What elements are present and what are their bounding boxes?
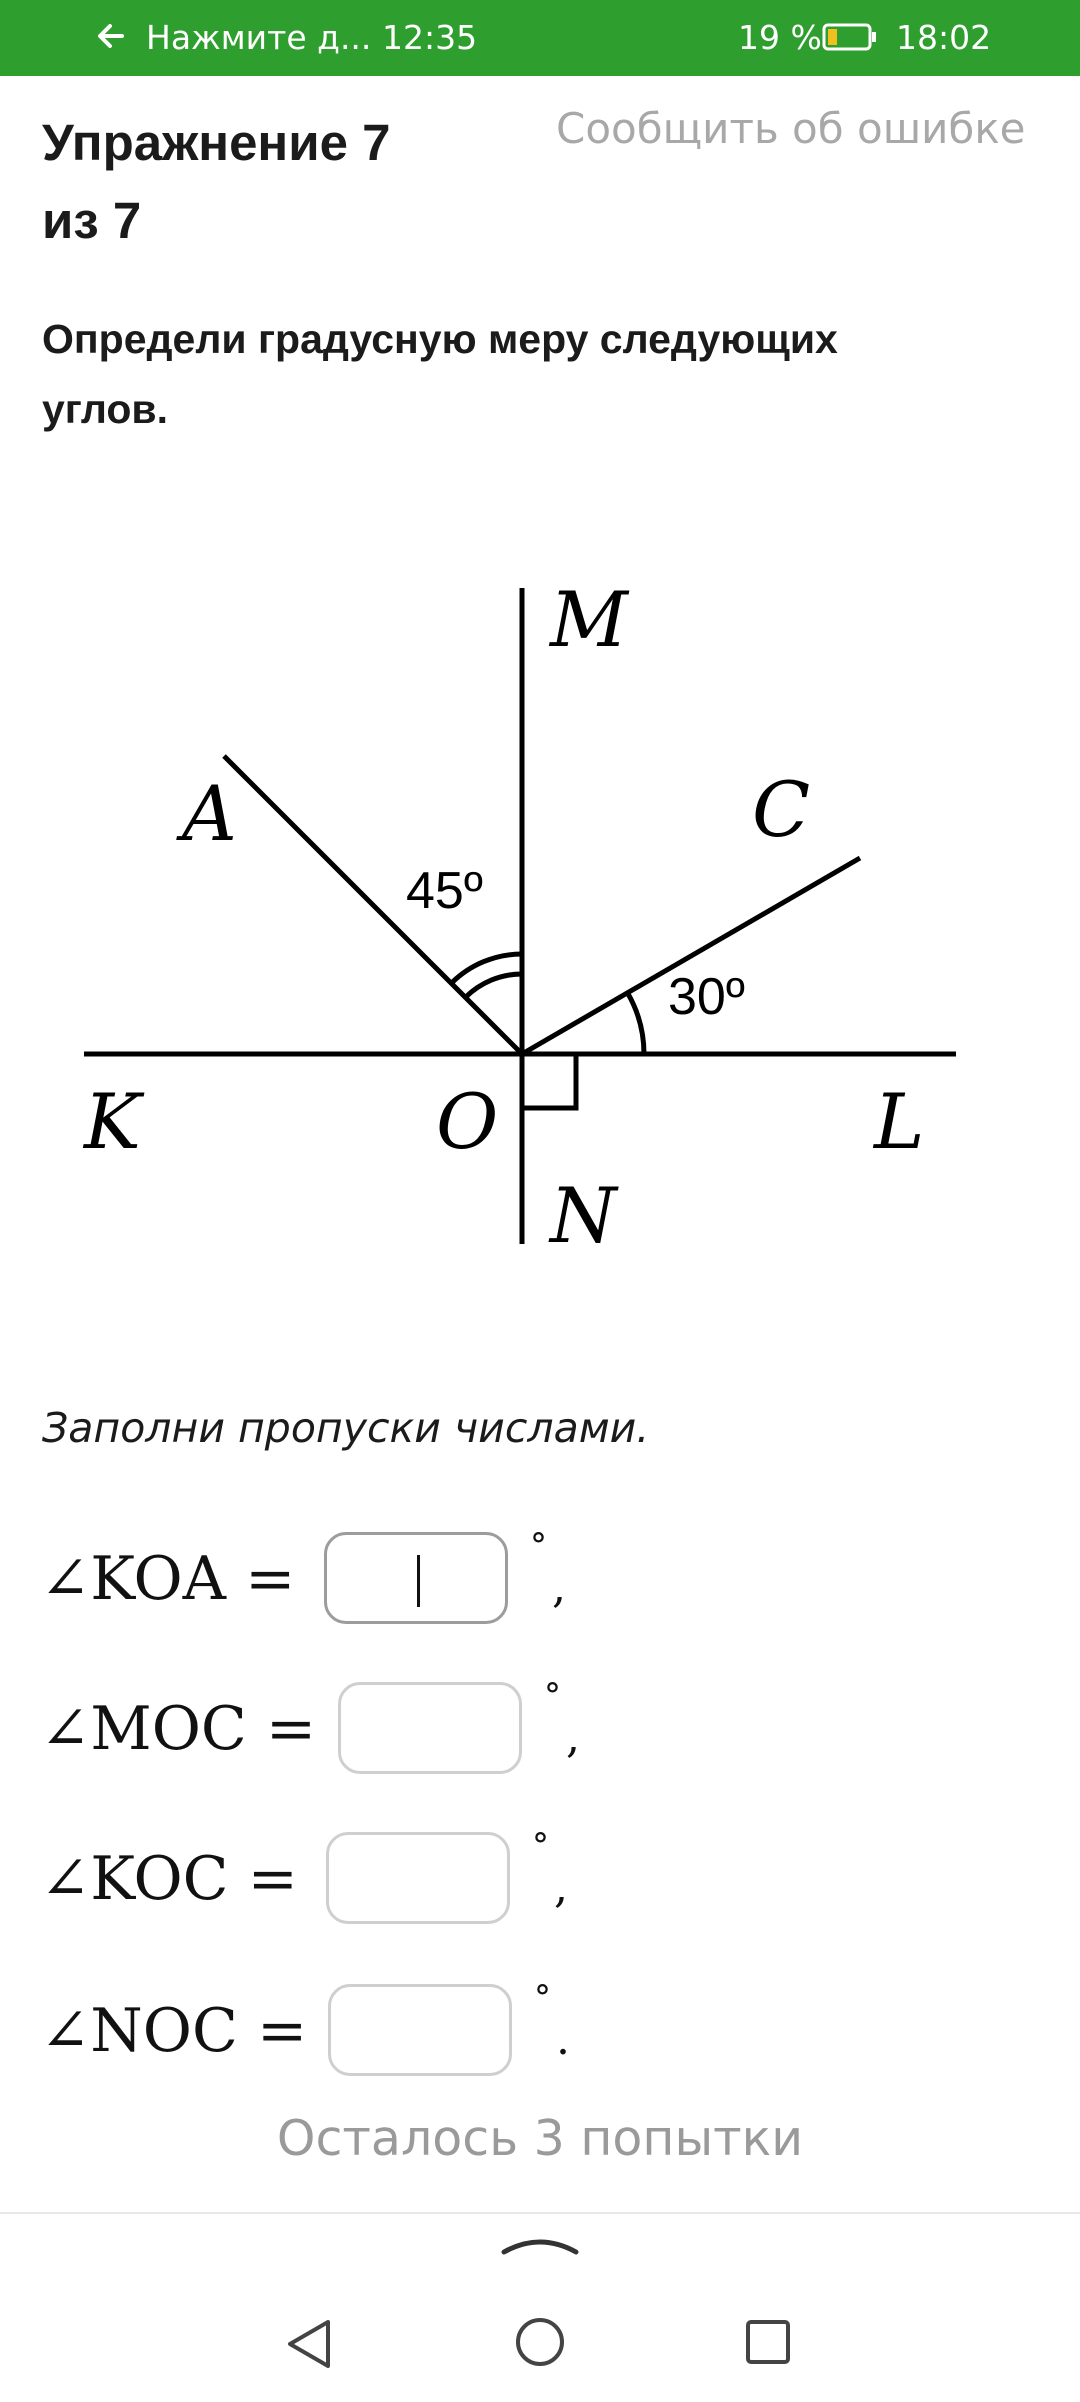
equation-label: ∠NOC = (40, 1996, 308, 2066)
arrow-left-icon[interactable] (92, 14, 132, 58)
attempts-remaining: Осталось 3 попытки (276, 2110, 804, 2167)
equation-row (40, 1978, 600, 2084)
equation-row (40, 1826, 600, 1932)
punctuation: , (552, 1562, 566, 1613)
call-time: 12:35 (382, 18, 478, 57)
return-to-app-text[interactable]: Нажмите д... (146, 18, 372, 57)
text-caret (417, 1555, 420, 1607)
answer-input-koa[interactable] (324, 1532, 508, 1624)
punctuation: , (554, 1862, 568, 1913)
label-N: N (550, 1171, 617, 1260)
angle-arc-30 (628, 993, 644, 1054)
angle-value-45: 45º (406, 862, 483, 920)
triangle-back-icon[interactable] (282, 2314, 338, 2374)
answer-input-koc[interactable] (326, 1832, 510, 1924)
label-K: K (84, 1077, 141, 1166)
battery-percent: 19 % (738, 18, 822, 57)
system-nav-bar (0, 2212, 1080, 2402)
status-bar (0, 0, 1080, 76)
punctuation: , (566, 1712, 580, 1763)
exercise-title-line1: Упражнение 7 (42, 114, 391, 171)
task-text-line2: углов. (42, 386, 169, 432)
answer-input-noc[interactable] (328, 1984, 512, 2076)
answer-input-moc[interactable] (338, 1682, 522, 1774)
label-C: C (752, 765, 811, 854)
label-M: M (550, 575, 628, 664)
label-L: L (874, 1077, 925, 1166)
circle-home-icon[interactable] (512, 2314, 568, 2370)
angle-arc-45-outer (451, 954, 522, 983)
angle-arc-45-inner (465, 974, 522, 997)
exercise-title (42, 104, 502, 260)
battery-icon (822, 22, 878, 52)
instruction-text: Заполни пропуски числами. (42, 1404, 650, 1452)
right-angle-icon (522, 1054, 576, 1108)
degree-sign: ° (544, 1676, 561, 1716)
degree-sign: ° (532, 1826, 549, 1866)
chevron-up-icon[interactable] (500, 2232, 580, 2258)
label-A: A (182, 769, 237, 858)
degree-sign: ° (534, 1978, 551, 2018)
task-text-line1: Определи градусную меру следующих (42, 316, 838, 362)
equation-row (40, 1526, 600, 1632)
task-text (42, 304, 982, 444)
equation-row (40, 1676, 600, 1782)
equation-label: ∠MOC = (40, 1694, 317, 1764)
angle-value-30: 30º (668, 968, 745, 1026)
clock: 18:02 (896, 18, 992, 57)
equation-label: ∠KOC = (40, 1844, 298, 1914)
angle-diagram (0, 560, 1080, 1260)
label-O: O (436, 1077, 499, 1166)
equation-label: ∠KOA = (40, 1544, 296, 1614)
punctuation: . (556, 2014, 570, 2065)
exercise-title-line2: из 7 (42, 192, 142, 249)
degree-sign: ° (530, 1526, 547, 1566)
square-recent-icon[interactable] (742, 2316, 794, 2368)
report-error-link[interactable]: Сообщить об ошибке (556, 104, 1026, 153)
